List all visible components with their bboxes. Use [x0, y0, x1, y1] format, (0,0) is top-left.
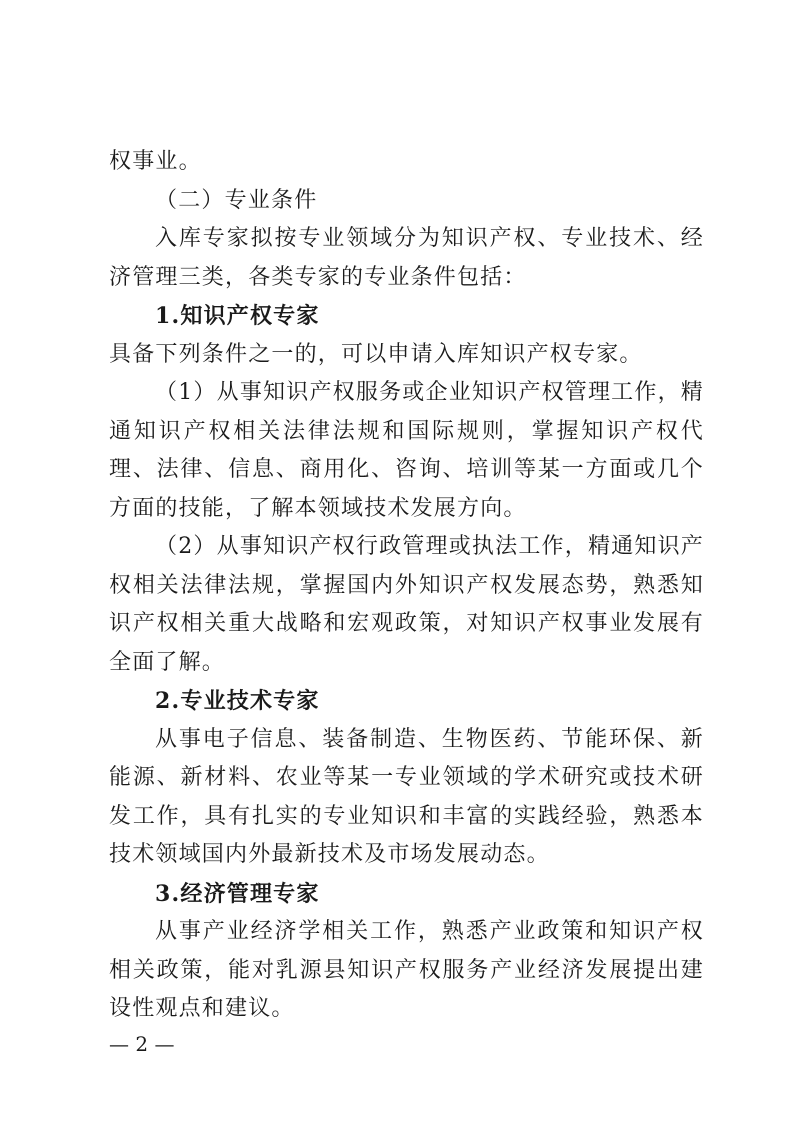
document-body	[109, 143, 704, 1029]
paragraph-technical-expert: 从事电子信息、装备制造、生物医药、节能环保、新能源、新材料、农业等某一专业领域的学术研究或技术研发工作，具有扎实的专业知识和丰富的实践经验，熟悉本技术领域国内外最新技术及市场发展动态。	[109, 726, 704, 867]
heading-technical-expert: 2.专业技术专家	[155, 688, 320, 714]
paragraph-ip-condition-2: （2）从事知识产权行政管理或执法工作，精通知识产权相关法律法规，掌握国内外知识产权发展态势，熟悉知识产权相关重大战略和宏观政策，对知识产权事业发展有全面了解。	[109, 534, 704, 675]
paragraph-continuation: 权事业。	[109, 149, 202, 174]
heading-ip-expert: 1.知识产权专家	[155, 303, 320, 329]
paragraph-ip-expert-intro: 具备下列条件之一的，可以申请入库知识产权专家。	[109, 341, 643, 367]
paragraph-ip-condition-1: （1）从事知识产权服务或企业知识产权管理工作，精通知识产权相关法律法规和国际规则，掌握知识产权代理、法律、信息、商用化、咨询、培训等某一方面或几个方面的技能，了解本领域技术发展方向。	[109, 380, 704, 521]
paragraph-expert-categories: 入库专家拟按专业领域分为知识产权、专业技术、经济管理三类，各类专家的专业条件包括：	[109, 226, 704, 290]
paragraph-economic-expert: 从事产业经济学相关工作，熟悉产业政策和知识产权相关政策，能对乳源县知识产权服务产业经济发展提出建设性观点和建议。	[109, 919, 704, 1021]
page-number: — 2 —	[109, 1032, 175, 1056]
heading-economic-expert: 3.经济管理专家	[155, 880, 320, 907]
section-title-professional-conditions: （二）专业条件	[155, 187, 318, 213]
